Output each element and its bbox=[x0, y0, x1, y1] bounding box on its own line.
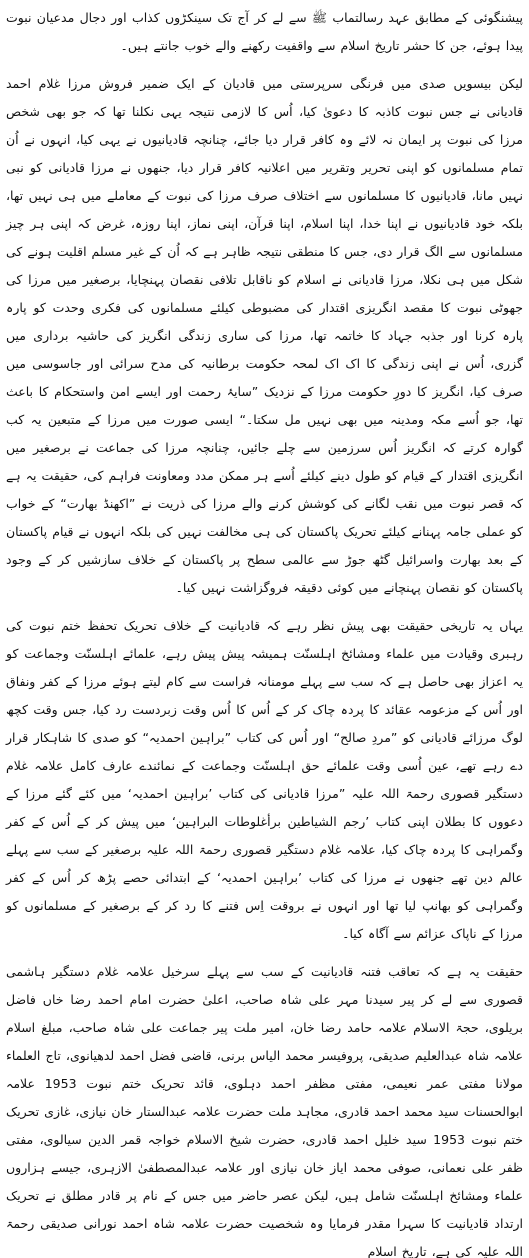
paragraph-ahlesunnat-leadership: یہاں یہ تاریخی حقیقت بھی پیش نظر رہے کہ قادیانیت کے خلاف تحریک تحفظ ختم نبوت کی رہبری وقیادت میں علماء ومشائخ اہلسنّت ہمیشہ پیش پیش رہے، علمائے اہلسنّت وجماعت کو یہ اعزاز بھی حاصل ہے کہ سب سے پہلے مومنانہ فراست سے کام لیتے ہوئے مرزا کے کفر ونفاق اور اُس کے مزعومہ عقائد کا پردہ چاک کر کے اُس کا اُس وقت زبردست رد کیا، جس وقت کچھ لوگ مرزائے قادیانی کو ”مردِ صالح“ اور اُس کی کتاب ”براہین احمدیہ“ کو صدی کا شاہکار قرار دے رہے تھے، عین اُسی وقت علمائے حق اہلسنّت وجماعت کے نمائندے عارف کامل علامہ غلام دستگیر قصوری رحمۃ اللہ علیہ ”مرزا قادیانی کی کتاب ’براہین احمدیہ‘ میں کئے گئے مرزا کے دعووں کا بطلان اپنی کتاب ’رجم الشیاطین برأغلوطات البراہین‘ میں پیش کر کے اُس کے کفر وگمراہی کا پردہ چاک کیا، علامہ غلام دستگیر قصوری رحمۃ اللہ علیہ برصغیر کے سب سے پہلے عالم دین تھے جنھوں نے مرزا کی کتاب ’براہین احمدیہ‘ کے ابتدائی حصے پڑھ کر اُس کے کفر وگمراہی کو بھانپ لیا تھا اور انہوں نے بروقت اِس فتنے کا رد کر کے برصغیر کے مسلمانوں کو مرزا کے ناپاک عزائم سے آگاہ کیا۔ bbox=[6, 618, 523, 941]
paragraph-qadiani-claim: لیکن بیسویں صدی میں فرنگی سرپرستی میں قادیان کے ایک ضمیر فروش مرزا غلام احمد قادیانی نے جس نبوت کاذبہ کا دعویٰ کیا، اُس کا لازمی نتیجہ یہی نکلنا تھا کہ جو بھی شخص مرزا کی نبوت پر ایمان نہ لائے وہ کافر قرار دیا جائے، چنانچہ قادیانیوں نے یہی کیا، انہوں نے اُن تمام مسلمانوں کو اپنی تحریر وتقریر میں اعلانیہ کافر قرار دیا، جنھوں نے مرزا قادیانی کو نبی نہیں مانا، قادیانیوں کا مسلمانوں سے اختلاف صرف مرزا کی نبوت کے معاملے میں ہی نہیں تھا، بلکہ خود قادیانیوں نے اپنا خدا، اپنا اسلام، اپنا قرآن، اپنی نماز، اپنا روزہ، غرض کہ اپنی ہر چیز مسلمانوں سے الگ قرار دی، جس کا منطقی نتیجہ ظاہر ہے کہ اُن کے غیر مسلم اقلیت ہونے کی شکل میں ہی نکلا، مرزا قادیانی نے اسلام کو ناقابل تلافی نقصان پہنچایا، برصغیر میں مرزا کی جھوٹی نبوت کا مقصد انگریزی اقتدار کی مضبوطی کیلئے مسلمانوں کی فکری وحدت کو پارہ پارہ کرنا اور جذبہ جہاد کا خاتمہ تھا، مرزا کی ساری زندگی انگریز کی حاشیہ برداری میں گزری، اُس نے اپنی زندگی کا اک اک لمحہ حکومت برطانیہ کی مدح سرائی اور جاسوسی میں صرف کیا، انگریز کا دورِ حکومت مرزا کے نزدیک ”سایۂ رحمت اور ایسے امن واستحکام کا باعث تھا، جو اُسے مکہ ومدینہ میں بھی نہیں مل سکتا۔“ ایسی صورت میں مرزا کے متبعین یہ کب گوارہ کرتے کہ انگریز اُس سرزمین سے چلے جائیں، چنانچہ مرزا کی جماعت نے برصغیر میں انگریزی اقتدار کے قیام کو طول دینے کیلئے اُسے ہر ممکن مدد ومعاونت فراہم کی، حقیقت یہ ہے کہ قصر نبوت میں نقب لگانے کی کوشش کرنے والے مرزا کی ذریت نے ”اکھنڈ بھارت“ کے خواب کو عملی جامہ پہنانے کیلئے تحریک پاکستان کی ہی مخالفت نہیں کی بلکہ انہوں نے قیام پاکستان کے بعد بھارت واسرائیل گٹھ جوڑ سے عالمی سطح پر پاکستان کے خلاف سازشیں کر کے وجود پاکستان کو نقصان پہنچانے میں کوئی دقیقہ فروگزاشت نہیں کیا۔ bbox=[6, 76, 523, 595]
paragraph-ulama-list: حقیقت یہ ہے کہ تعاقب فتنہ قادیانیت کے سب سے پہلے سرخیل علامہ غلام دستگیر ہاشمی قصوری سے لے کر پیر سیدنا مہر علی شاہ صاحب، اعلیٰ حضرت امام احمد رضا خاں فاضل بریلوی، حجۃ الاسلام علامہ حامد رضا خان، امیر ملت پیر جماعت علی شاہ صاحب، مبلغ اسلام علامہ شاہ عبدالعلیم صدیقی، پروفیسر محمد الیاس برنی، قاضی فضل احمد لدھیانوی، تاج العلماء مولانا مفتی عمر نعیمی، مفتی مظفر احمد دہلوی، قائد تحریک ختم نبوت 1953 علامہ ابوالحسنات سید محمد احمد قادری، مجاہد ملت حضرت علامہ عبدالستار خان نیازی، غازی تحریک ختم نبوت 1953 سید خلیل احمد قادری، حضرت شیخ الاسلام خواجہ قمر الدین سیالوی، مفتی ظفر علی نعمانی، صوفی محمد ایاز خان نیازی اور علامہ عبدالمصطفیٰ الازہری، جیسے ہزاروں علماء ومشائخ اہلسنّت شامل ہیں، لیکن عصر حاضر میں جس کے نام پر قادر مطلق نے تحریک ارتداد قادیانیت کا سہرا مقدر فرمایا وہ شخصیت حضرت علامہ شاہ احمد نورانی صدیقی رحمۃ اللہ علیہ کی ہے، تاریخ اسلام bbox=[6, 964, 523, 1258]
paragraph-prophecy-intro: پیشنگوئی کے مطابق عہد رسالتماب ﷺ سے لے کر آج تک سینکڑوں کذاب اور دجال مدعیان نبوت پیدا ہوئے، جن کا حشر تاریخ اسلام سے واقفیت رکھنے والے خوب جانتے ہیں۔ bbox=[6, 10, 523, 53]
